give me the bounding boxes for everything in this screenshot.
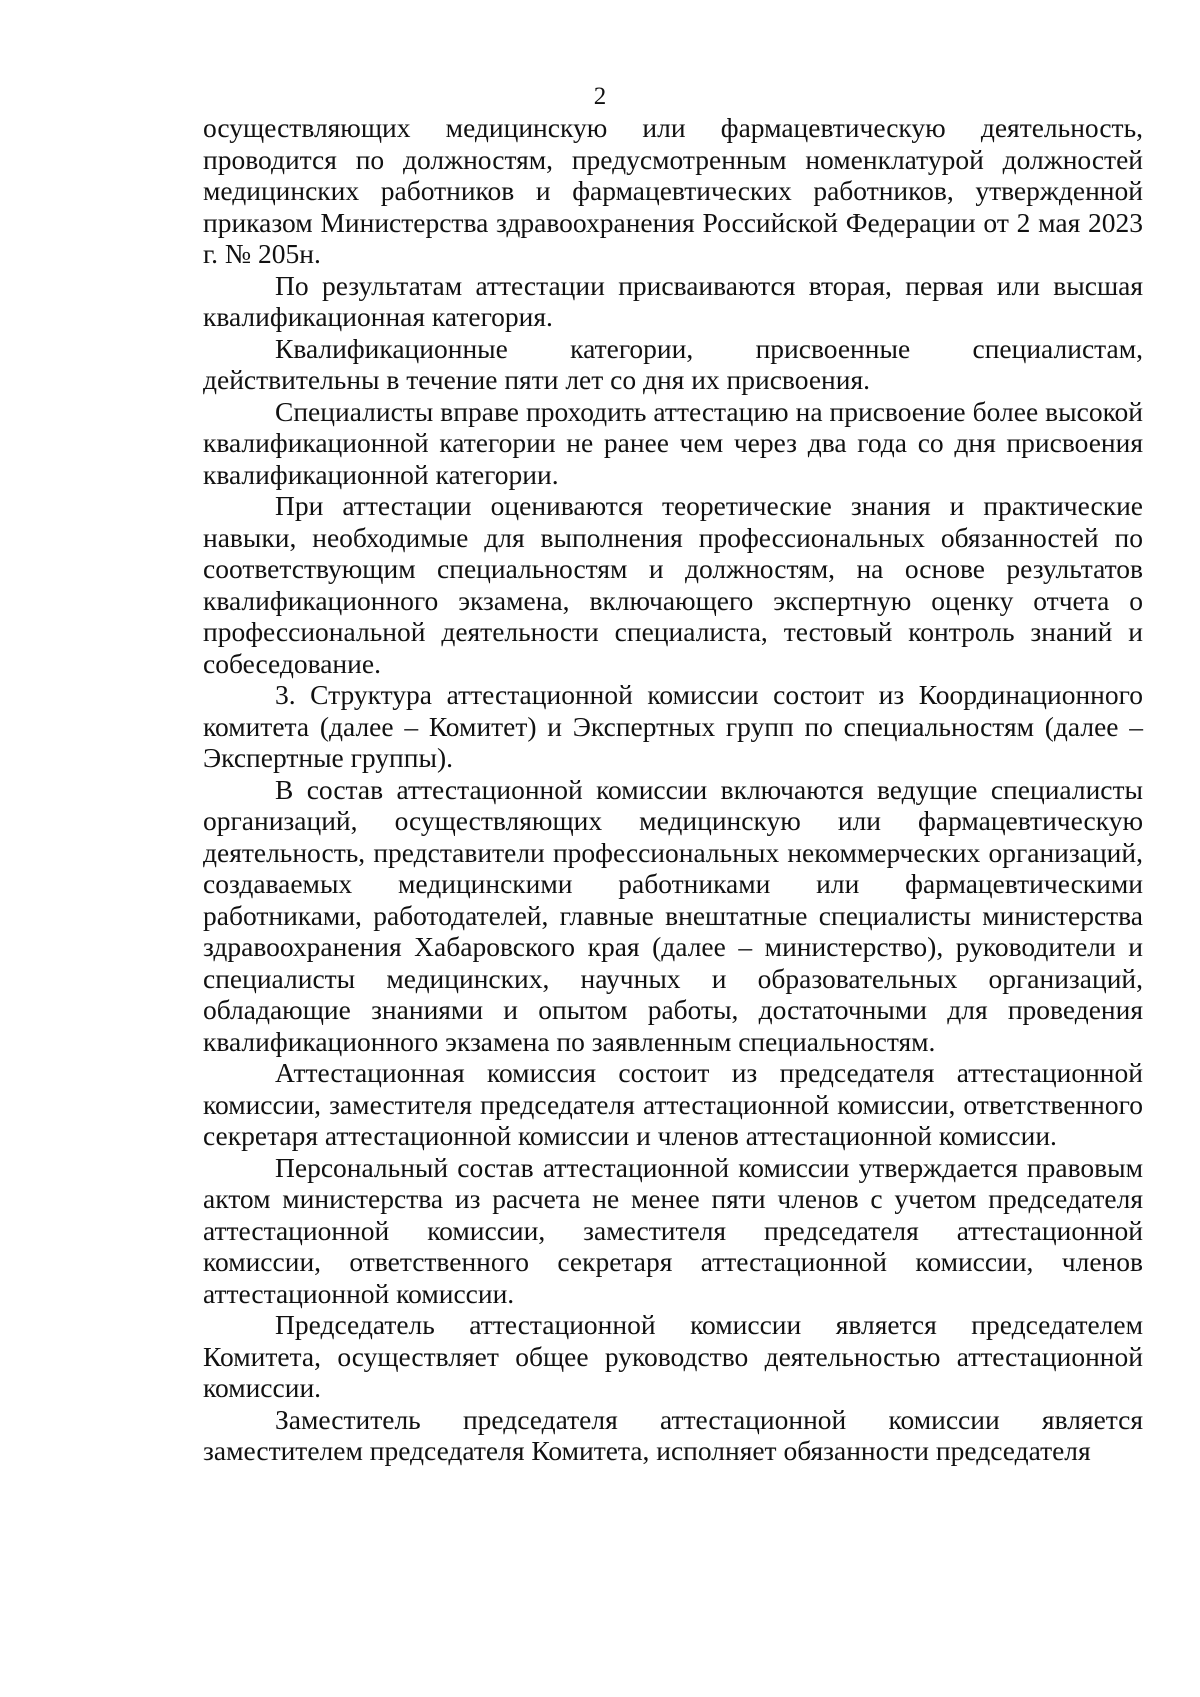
paragraph-commission-composition: Аттестационная комиссия состоит из председателя аттестационной комиссии, заместителя председателя аттестационной комиссии, ответственного секретаря аттестационной комиссии и членов аттестационной комиссии.	[203, 1057, 1143, 1151]
paragraph-commission-members: В состав аттестационной комиссии включаются ведущие специалисты организаций, осуществляющих медицинскую или фармацевтическую деятельность, представители профессиональных некоммерческих организаций, создаваемых медицинскими работниками или фармацевтическими работниками, работодателей, главные внештатные специалисты министерства здравоохранения Хабаровского края (далее – министерство), руководители и специалисты медицинских, научных и образовательных организаций, обладающие знаниями и опытом работы, достаточными для проведения квалификационного экзамена по заявленным специальностям.	[203, 773, 1143, 1057]
paragraph-continuation: осуществляющих медицинскую или фармацевтическую деятельность, проводится по должностям, предусмотренным номенклатурой должностей медицинских работников и фармацевтических работников, утвержденной приказом Министерства здравоохранения Российской Федерации от 2 мая 2023 г. № 205н.	[203, 112, 1143, 269]
paragraph-deputy-chairman-role: Заместитель председателя аттестационной комиссии является заместителем председателя Комитета, исполняет обязанности председателя	[203, 1403, 1143, 1466]
paragraph-chairman-role: Председатель аттестационной комиссии является председателем Комитета, осуществляет общее руководство деятельностью аттестационной комиссии.	[203, 1309, 1143, 1403]
paragraph-qualification-categories: По результатам аттестации присваиваются вторая, первая или высшая квалификационная категория.	[203, 269, 1143, 332]
document-body	[203, 112, 1143, 1467]
page-number: 2	[593, 83, 607, 110]
paragraph-assessment-criteria: При аттестации оцениваются теоретические знания и практические навыки, необходимые для выполнения профессиональных обязанностей по соответствующим специальностям и должностям, на основе результатов квалификационного экзамена, включающего экспертную оценку отчета о профессиональной деятельности специалиста, тестовый контроль знаний и собеседование.	[203, 490, 1143, 679]
paragraph-commission-structure: 3. Структура аттестационной комиссии состоит из Координационного комитета (далее – Комитет) и Экспертных групп по специальностям (далее – Экспертные группы).	[203, 679, 1143, 773]
paragraph-personal-composition: Персональный состав аттестационной комиссии утверждается правовым актом министерства из расчета не менее пяти членов с учетом председателя аттестационной комиссии, заместителя председателя аттестационной комиссии, ответственного секретаря аттестационной комиссии, членов аттестационной комиссии.	[203, 1151, 1143, 1309]
paragraph-category-validity: Квалификационные категории, присвоенные специалистам, действительны в течение пяти лет со дня их присвоения.	[203, 332, 1143, 395]
paragraph-higher-category-timing: Специалисты вправе проходить аттестацию на присвоение более высокой квалификационной категории не ранее чем через два года со дня присвоения квалификационной категории.	[203, 395, 1143, 490]
